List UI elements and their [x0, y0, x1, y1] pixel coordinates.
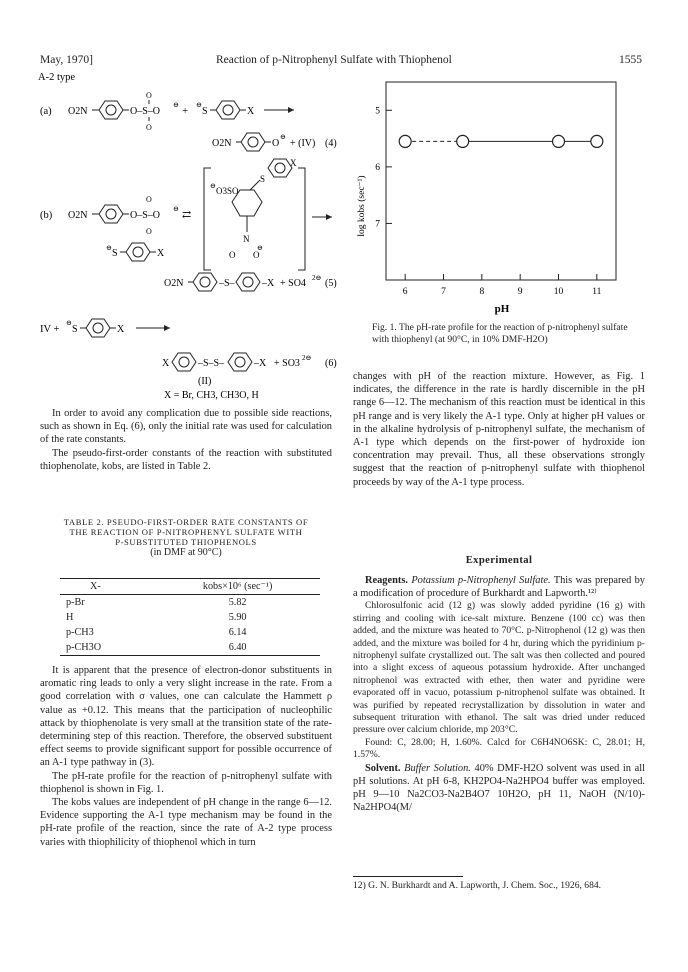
svg-text:⊖: ⊖ — [196, 101, 202, 109]
svg-text:N: N — [243, 234, 250, 244]
svg-text:O: O — [272, 138, 280, 149]
svg-text:+ SO4: + SO4 — [280, 278, 306, 289]
svg-text:⊖: ⊖ — [257, 244, 263, 252]
o2n-group-a: O2N — [68, 106, 88, 117]
table-row: p-Br 5.82 — [66, 597, 247, 608]
svg-text:X: X — [117, 324, 125, 335]
ph-rate-chart — [352, 76, 642, 316]
svg-text:–X: –X — [262, 278, 275, 289]
svg-text:O2N: O2N — [164, 278, 184, 289]
svg-text:O: O — [229, 250, 236, 260]
x-tick-label: 10 — [553, 287, 564, 297]
data-point — [399, 135, 411, 147]
svg-text:O2N: O2N — [68, 210, 88, 221]
table-row: H 5.90 — [66, 612, 247, 623]
svg-text:IV +: IV + — [40, 324, 60, 335]
table-row: p-CH3O 6.40 — [60, 640, 320, 656]
table-header-x: X- — [90, 581, 101, 592]
svg-text:2⊖: 2⊖ — [302, 354, 312, 362]
svg-text:⊖: ⊖ — [280, 133, 286, 141]
plot-frame — [386, 82, 616, 280]
svg-text:O: O — [146, 227, 152, 236]
paragraph: The pseudo-first-order constants of the reaction with substituted thiophenolate, kobs, are listed in Table 2. — [40, 447, 332, 472]
svg-text:+ (IV): + (IV) — [290, 138, 316, 149]
x-tick-label: 11 — [592, 287, 602, 297]
right-column — [353, 370, 645, 489]
arrow-icon — [288, 107, 294, 113]
data-point — [553, 135, 565, 147]
paragraph: In order to avoid any complication due to possible side reactions, such as shown in Eq. (6), only the initial rate was used for calculation of the rate constants. — [40, 408, 332, 446]
equation-number-4: (4) — [325, 138, 337, 149]
y-tick-label: 6 — [375, 162, 380, 173]
svg-text:S: S — [112, 248, 118, 259]
scheme-label-b: (b) — [40, 210, 53, 221]
x-tick-label: 7 — [441, 287, 446, 297]
data-point — [457, 135, 469, 147]
x-tick-label: 9 — [517, 287, 523, 297]
svg-text:⇄: ⇄ — [182, 209, 192, 221]
benzene-ring-icon — [236, 273, 260, 291]
svg-text:O–S–O: O–S–O — [130, 210, 161, 221]
paragraph: The pH-rate profile for the reaction of p-nitrophenyl sulfate with thiophenol is shown in Fig. 1. — [40, 770, 332, 795]
svg-text:S: S — [260, 174, 266, 184]
svg-text:O: O — [146, 195, 152, 204]
equation-number-6: (6) — [325, 358, 337, 369]
benzene-ring-icon — [193, 273, 217, 291]
svg-text:⊖: ⊖ — [106, 244, 112, 252]
table-caption: TABLE 2. PSEUDO-FIRST-ORDER RATE CONSTANTS OF THE REACTION OF P-NITROPHENYL SULFATE WITH P-SUBSTITUTED THIOPHENOLS (in DMF at 90°C) — [63, 517, 309, 558]
substituent-list: X = Br, CH3, CH3O, H — [164, 390, 259, 400]
svg-text:–S–S–: –S–S– — [198, 358, 225, 369]
svg-text:O: O — [146, 91, 152, 100]
a2-type-label: A-2 type — [38, 72, 76, 83]
benzene-ring-icon — [228, 353, 252, 371]
paragraph: Found: C, 28.00; H, 1.60%. Calcd for C6H4NO6SK: C, 28.01; H, 1.57%. — [353, 736, 645, 761]
x-tick-label: 6 — [402, 287, 408, 297]
compound-ii-label: (II) — [198, 376, 212, 387]
svg-text:O: O — [146, 123, 152, 132]
svg-text:O3SO: O3SO — [216, 186, 239, 196]
svg-text:O–S–O: O–S–O — [130, 106, 161, 117]
benzene-ring-icon — [241, 133, 265, 151]
table-header-kobs: kobs×10⁶ (sec⁻¹) — [202, 581, 273, 592]
svg-text:⊖: ⊖ — [173, 205, 179, 213]
svg-text:O: O — [253, 250, 260, 260]
svg-text:2⊖: 2⊖ — [312, 274, 322, 282]
rate-constants-table — [60, 578, 320, 656]
svg-text:⊖: ⊖ — [173, 101, 179, 109]
benzene-ring-icon — [172, 353, 196, 371]
paragraph: The kobs values are independent of pH change in the range 6—12. Evidence supporting the A-1 type mechanism may be found in the pH-rate profile of the reaction, since the rate of A-2 type process varies with thiophilicity of thiophenol which in turn — [40, 797, 332, 848]
y-axis-label: log kobs (sec⁻¹) — [357, 175, 367, 237]
svg-text:X: X — [290, 158, 297, 168]
svg-text:⊖: ⊖ — [66, 319, 72, 327]
svg-text:X: X — [162, 358, 170, 369]
experimental-section — [353, 574, 645, 815]
equation-number-5: (5) — [325, 278, 337, 289]
section-heading: Experimental — [465, 555, 533, 566]
benzene-ring-icon — [86, 319, 110, 337]
footnote: 12) G. N. Burkhardt and A. Lapworth, J. Chem. Soc., 1926, 684. — [353, 880, 602, 891]
arrow-icon — [164, 325, 170, 331]
svg-text:+: + — [182, 105, 189, 117]
svg-text:⊖: ⊖ — [210, 182, 216, 190]
scheme-label-a: (a) — [40, 106, 52, 117]
paragraph: Chlorosulfonic acid (12 g) was slowly added pyridine (16 g) with stirring and cooling with ice-salt mixture. Benzene (100 cc) was then added, and the mixture was heated to 70°C. p-Nitrophenol (12 g) was then added, and the mixture was boiled for 4 hr, during which the pyridinium p-nitrophenyl sulfate crystallized out. The salt was then collected and poured into a slight excess of aqueous potassium hydroxide. After unchanged nitrophenol was extracted with ether, then water and pyridine were evaporated off in vacuo, potassium p-nitrophenol sulfate was obtained. It was purified by repeated recrystallization by dissolution in water and subsequent trituration with ethanol. The salt was dried under reduced pressure over calcium chloride, mp 203°C. — [353, 600, 645, 736]
table-row: p-CH3 6.14 — [66, 627, 247, 638]
benzene-ring-icon — [216, 101, 240, 119]
x-axis-label: pH — [494, 303, 510, 315]
footnote-rule — [353, 876, 463, 877]
running-header-date: May, 1970] — [40, 54, 93, 66]
benzene-ring-icon — [99, 101, 123, 119]
thiolate-s: S — [202, 106, 208, 117]
running-header-title: Reaction of p-Nitrophenyl Sulfate with Thiophenol — [216, 54, 452, 66]
svg-text:S: S — [72, 324, 78, 335]
svg-text:X: X — [247, 106, 255, 117]
benzene-ring-icon — [126, 243, 150, 261]
paragraph: changes with pH of the reaction mixture. However, as Fig. 1 indicates, the difference in the rate is hardly discernible in the pH range 6—12. The mechanism of this reaction must be identical in this pH range and is very likely the A-1 type. Only at higher pH values or in the alkaline hydrolysis of p-nitrophenyl sulfate, the mechanism of A-1 type which depends on the first-power of hydroxide ion concentration may prevail. Thus, all these observations strongly suggest that the reaction of p-nitrophenyl sulfate with thiophenol proceeds by way of the A-1 type process. — [353, 371, 645, 488]
benzene-ring-icon — [268, 159, 292, 177]
paragraph: Solvent. Buffer Solution. 40% DMF-H2O solvent was used in all pH solutions. At pH 6-8, KH2PO4-Na2HPO4 buffer was employed. pH 9—10 Na2CO3-Na2B4O7 10H2O, pH 11, NaOH (N/10)-Na2HPO4(M/ — [353, 762, 645, 814]
svg-text:O2N: O2N — [212, 138, 232, 149]
left-column — [40, 407, 332, 473]
x-tick-label: 8 — [479, 287, 485, 297]
page-number: 1555 — [619, 54, 642, 66]
svg-text:X: X — [157, 248, 165, 259]
figure-caption: Fig. 1. The pH-rate profile for the reaction of p-nitrophenyl sulfate with thiophenyl (at 90°C, in 10% DMF-H2O) — [372, 322, 628, 346]
paragraph: It is apparent that the presence of electron-donor substituents in aromatic ring leads to only a very slight increase in the rate. From a good correlation with σ values, one can calculate the Hammett ρ value as +0.12. This means that the participation of nucleophilic attack by thiophenolate is very small at the transition state of the rate-determining step of this reaction. Therefore, the observed substituent effect seems to provide significant support for possible occurrence of an A-1 type pathway in (3). — [40, 665, 332, 769]
svg-text:+ SO3: + SO3 — [274, 358, 300, 369]
svg-text:–S–: –S– — [219, 278, 235, 289]
left-column-lower — [40, 664, 332, 849]
y-tick-label: 5 — [375, 106, 380, 117]
data-point — [591, 135, 603, 147]
benzene-ring-icon — [99, 205, 123, 223]
reaction-scheme — [36, 70, 346, 400]
svg-text:–X: –X — [254, 358, 267, 369]
y-tick-label: 7 — [375, 219, 380, 230]
arrow-icon — [326, 214, 332, 220]
paragraph: Reagents. Potassium p-Nitrophenyl Sulfate. This was prepared by a modification of procedure of Burkhardt and Lapworth.¹²⁾ — [353, 575, 645, 600]
